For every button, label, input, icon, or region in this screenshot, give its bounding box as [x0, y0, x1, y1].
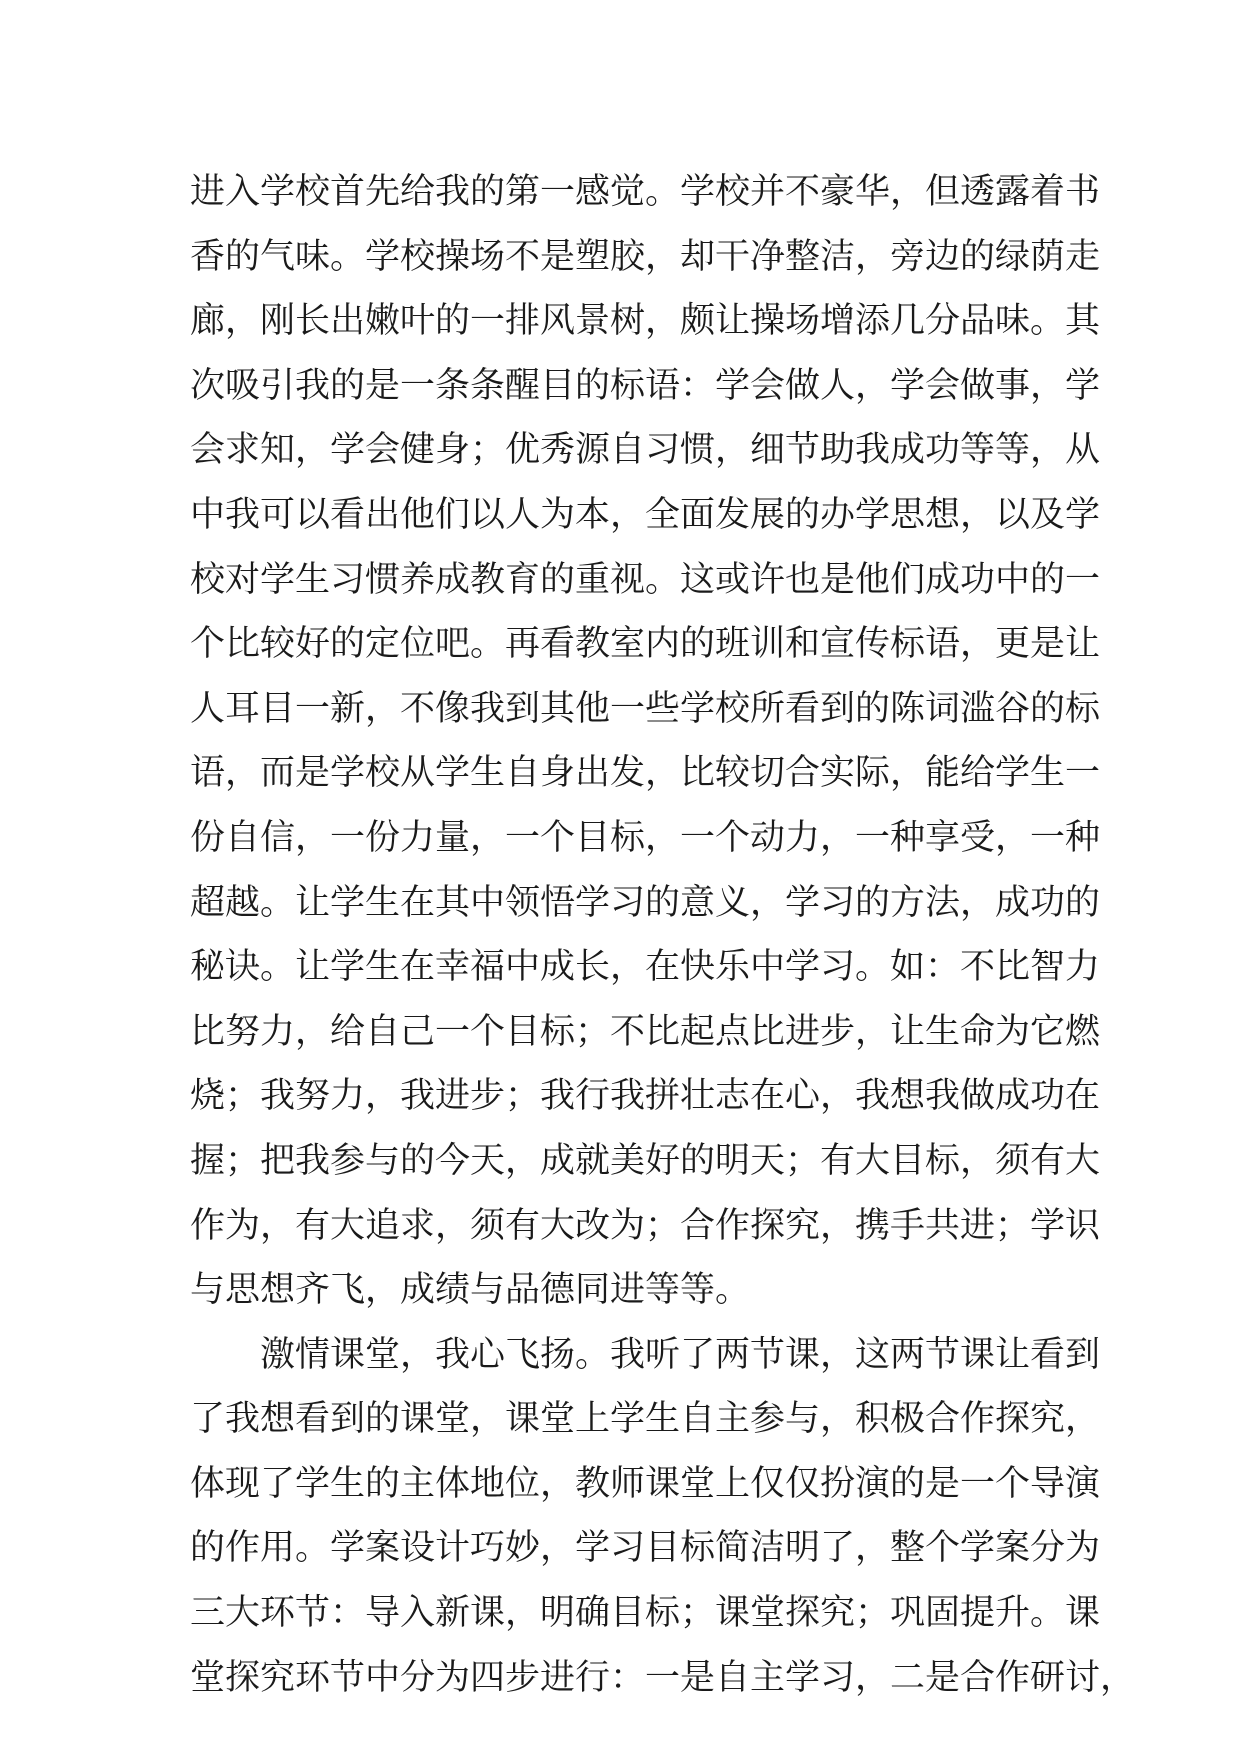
text-line: 体现了学生的主体地位，教师课堂上仅仅扮演的是一个导演 — [190, 1463, 1101, 1504]
body-text — [190, 160, 1136, 1710]
text-line: 会求知，学会健身；优秀源自习惯，细节助我成功等等，从 — [190, 430, 1101, 471]
text-line: 廊，刚长出嫩叶的一排风景树，颇让操场增添几分品味。其 — [190, 301, 1101, 342]
text-line: 语，而是学校从学生自身出发，比较切合实际，能给学生一 — [190, 753, 1101, 794]
text-line: 个比较好的定位吧。再看教室内的班训和宣传标语，更是让 — [190, 624, 1101, 665]
text-line: 烧；我努力，我进步；我行我拼壮志在心，我想我做成功在 — [190, 1076, 1101, 1117]
text-line: 堂探究环节中分为四步进行：一是自主学习，二是合作研讨， — [190, 1657, 1136, 1698]
text-line: 比努力，给自己一个目标；不比起点比进步，让生命为它燃 — [190, 1011, 1101, 1052]
text-line: 中我可以看出他们以人为本，全面发展的办学思想，以及学 — [190, 494, 1101, 535]
text-line: 的作用。学案设计巧妙，学习目标简洁明了，整个学案分为 — [190, 1528, 1101, 1569]
text-line: 了我想看到的课堂，课堂上学生自主参与，积极合作探究， — [190, 1399, 1101, 1440]
text-line: 人耳目一新，不像我到其他一些学校所看到的陈词滥谷的标 — [190, 688, 1101, 729]
text-line: 握；把我参与的今天，成就美好的明天；有大目标，须有大 — [190, 1140, 1101, 1181]
text-line: 香的气味。学校操场不是塑胶，却干净整洁，旁边的绿荫走 — [190, 236, 1101, 277]
paragraph-1 — [190, 160, 1101, 1323]
text-line: 三大环节：导入新课，明确目标；课堂探究；巩固提升。课 — [190, 1593, 1101, 1634]
text-line: 次吸引我的是一条条醒目的标语：学会做人，学会做事，学 — [190, 365, 1101, 406]
paragraph-2 — [190, 1323, 1136, 1711]
text-line: 份自信，一份力量，一个目标，一个动力，一种享受，一种 — [190, 817, 1101, 858]
text-line: 进入学校首先给我的第一感觉。学校并不豪华，但透露着书 — [190, 172, 1101, 212]
text-line: 激情课堂，我心飞扬。我听了两节课，这两节课让看到 — [260, 1334, 1101, 1375]
text-line: 超越。让学生在其中领悟学习的意义，学习的方法，成功的 — [190, 882, 1101, 923]
text-line: 校对学生习惯养成教育的重视。这或许也是他们成功中的一 — [190, 559, 1101, 600]
text-line: 与思想齐飞，成绩与品德同进等等。 — [190, 1270, 751, 1311]
text-line: 作为，有大追求，须有大改为；合作探究，携手共进；学识 — [190, 1205, 1101, 1246]
text-line: 秘诀。让学生在幸福中成长，在快乐中学习。如：不比智力 — [190, 947, 1101, 988]
